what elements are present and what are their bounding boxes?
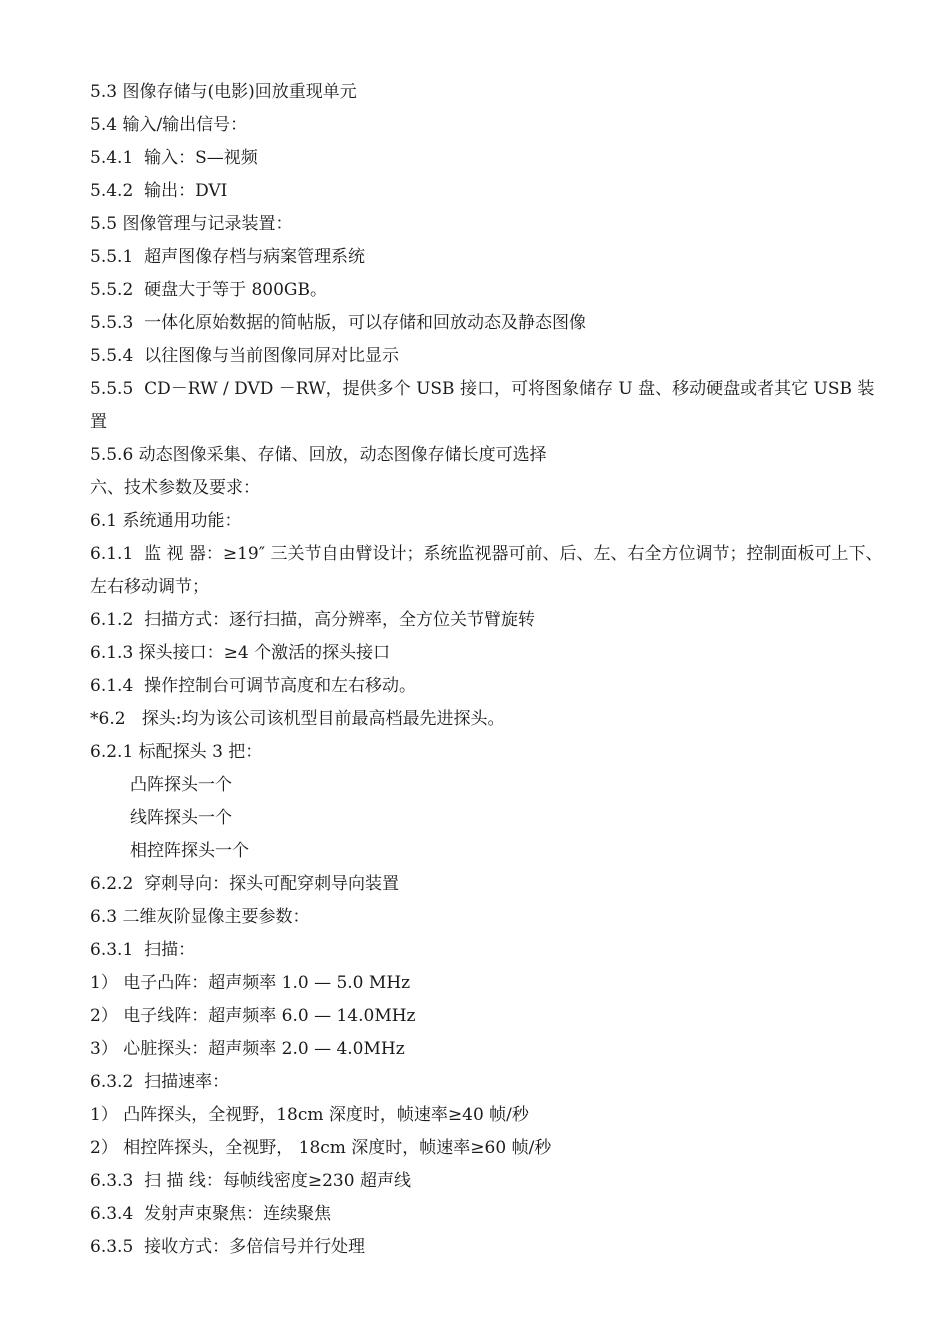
text-line: 6.2.2 穿刺导向：探头可配穿刺导向装置 bbox=[90, 874, 400, 894]
text-line: 1） 电子凸阵：超声频率 1.0 — 5.0 MHz bbox=[90, 973, 411, 993]
text-line: 5.5.2 硬盘大于等于 800GB。 bbox=[90, 280, 327, 300]
text-line: 6.3.5 接收方式：多倍信号并行处理 bbox=[90, 1237, 366, 1257]
text-line: 6.3.2 扫描速率： bbox=[90, 1072, 230, 1092]
probe-item: 凸阵探头一个 bbox=[130, 775, 232, 795]
probe-item: 线阵探头一个 bbox=[130, 808, 232, 828]
text-line: 2） 相控阵探头，全视野， 18cm 深度时，帧速率≥60 帧/秒 bbox=[90, 1138, 552, 1158]
text-line: 6.1.4 操作控制台可调节高度和左右移动。 bbox=[90, 676, 417, 696]
text-line: 5.4 输入/输出信号： bbox=[90, 115, 248, 135]
text-line: 6.1.3 探头接口：≥4 个激活的探头接口 bbox=[90, 643, 391, 663]
text-line: 6.3.1 扫描： bbox=[90, 940, 196, 960]
text-line: 5.5 图像管理与记录装置： bbox=[90, 214, 293, 234]
text-line: 5.4.2 输出：DVI bbox=[90, 181, 228, 201]
section-heading: 六、技术参数及要求： bbox=[90, 478, 260, 498]
text-line: 5.4.1 输入：S—视频 bbox=[90, 148, 258, 168]
text-line: 5.5.3 一体化原始数据的简帖版，可以存储和回放动态及静态图像 bbox=[90, 313, 587, 333]
text-line: 6.1.2 扫描方式：逐行扫描，高分辨率，全方位关节臂旋转 bbox=[90, 610, 536, 630]
text-line: 6.2.1 标配探头 3 把： bbox=[90, 742, 263, 762]
text-line: 6.3.3 扫 描 线：每帧线密度≥230 超声线 bbox=[90, 1171, 411, 1191]
text-line: 3） 心脏探头：超声频率 2.0 — 4.0MHz bbox=[90, 1039, 405, 1059]
text-line: 5.5.4 以往图像与当前图像同屏对比显示 bbox=[90, 346, 400, 366]
text-line: 6.1 系统通用功能： bbox=[90, 511, 242, 531]
text-line: 2） 电子线阵：超声频率 6.0 — 14.0MHz bbox=[90, 1006, 416, 1026]
text-line: 1） 凸阵探头，全视野，18cm 深度时，帧速率≥40 帧/秒 bbox=[90, 1105, 529, 1125]
text-line: 6.1.1 监 视 器：≥19″ 三关节自由臂设计；系统监视器可前、后、左、右全方位调节；控制面板可上下、左右移动调节； bbox=[90, 544, 883, 597]
text-line: 5.5.1 超声图像存档与病案管理系统 bbox=[90, 247, 366, 267]
text-line: *6.2 探头:均为该公司该机型目前最高档最先进探头。 bbox=[90, 709, 505, 729]
text-line: 5.3 图像存储与(电影)回放重现单元 bbox=[90, 82, 357, 102]
text-line: 5.5.5 CD－RW / DVD －RW，提供多个 USB 接口，可将图象储存 U 盘、移动硬盘或者其它 USB 装置 bbox=[90, 379, 875, 432]
text-line: 6.3.4 发射声束聚焦：连续聚焦 bbox=[90, 1204, 332, 1224]
probe-item: 相控阵探头一个 bbox=[130, 841, 249, 861]
document-body bbox=[90, 76, 885, 1264]
text-line: 6.3 二维灰阶显像主要参数： bbox=[90, 907, 310, 927]
text-line: 5.5.6 动态图像采集、存储、回放，动态图像存储长度可选择 bbox=[90, 445, 547, 465]
